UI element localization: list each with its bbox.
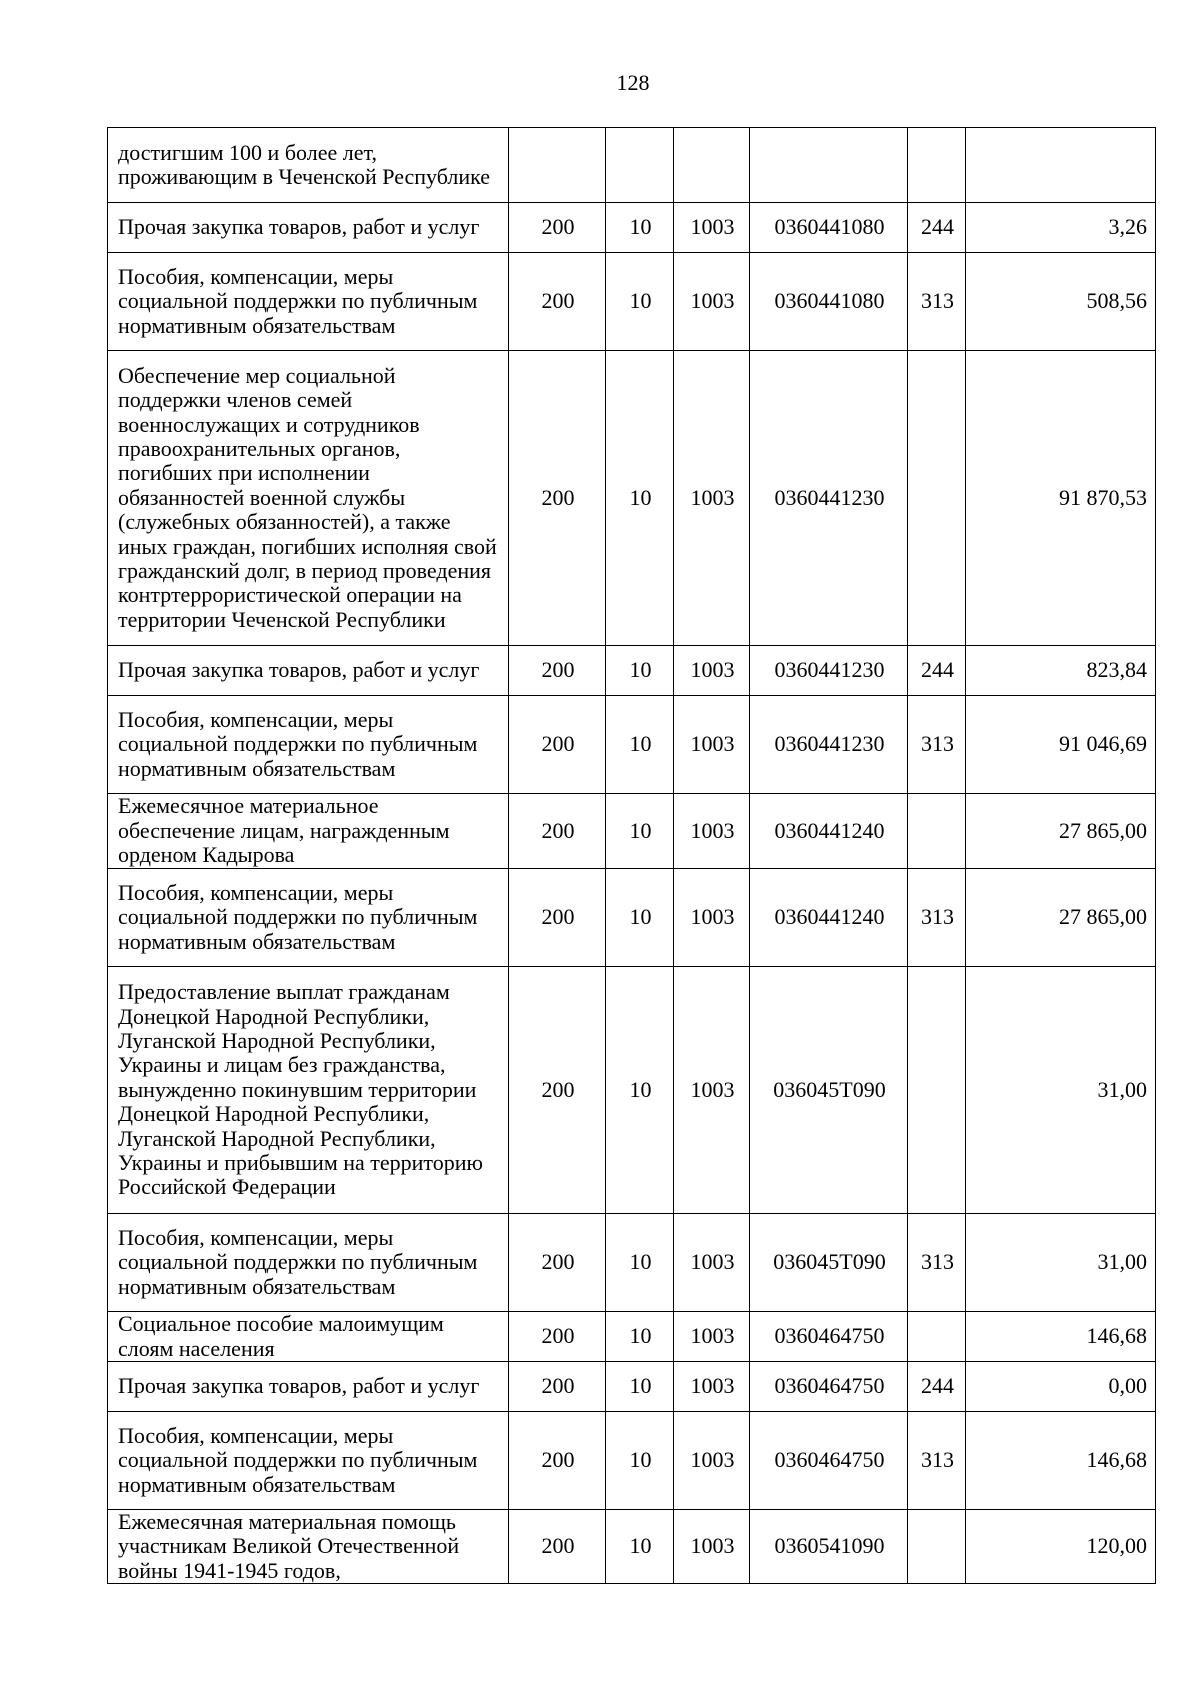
table-body — [108, 128, 1156, 1584]
expense-type-code — [908, 794, 966, 869]
amount: 27 865,00 — [966, 869, 1156, 967]
table-row — [108, 1214, 1156, 1312]
section-code: 10 — [606, 1510, 674, 1584]
expense-type-code — [908, 128, 966, 203]
budget-table — [107, 127, 1156, 1584]
section-code: 10 — [606, 1412, 674, 1510]
row-name: Прочая закупка товаров, работ и услуг — [108, 203, 509, 253]
expense-type-code — [908, 1510, 966, 1584]
admin-code: 200 — [509, 1214, 606, 1312]
row-name: Прочая закупка товаров, работ и услуг — [108, 646, 509, 696]
target-code: 0360441230 — [750, 351, 908, 646]
admin-code: 200 — [509, 1412, 606, 1510]
subsection-code: 1003 — [674, 1362, 750, 1412]
table-row — [108, 869, 1156, 967]
target-code: 0360464750 — [750, 1362, 908, 1412]
target-code — [750, 128, 908, 203]
admin-code — [509, 128, 606, 203]
target-code: 0360464750 — [750, 1412, 908, 1510]
target-code: 0360441230 — [750, 696, 908, 794]
amount: 0,00 — [966, 1362, 1156, 1412]
section-code — [606, 128, 674, 203]
table-row — [108, 1362, 1156, 1412]
subsection-code: 1003 — [674, 351, 750, 646]
admin-code: 200 — [509, 967, 606, 1214]
section-code: 10 — [606, 967, 674, 1214]
admin-code: 200 — [509, 1312, 606, 1362]
expense-type-code: 313 — [908, 1214, 966, 1312]
expense-type-code: 244 — [908, 1362, 966, 1412]
expense-type-code — [908, 967, 966, 1214]
target-code: 036045Т090 — [750, 1214, 908, 1312]
amount: 91 046,69 — [966, 696, 1156, 794]
amount: 31,00 — [966, 967, 1156, 1214]
admin-code: 200 — [509, 1510, 606, 1584]
expense-type-code: 313 — [908, 869, 966, 967]
row-name: Прочая закупка товаров, работ и услуг — [108, 1362, 509, 1412]
subsection-code: 1003 — [674, 646, 750, 696]
table-row — [108, 696, 1156, 794]
admin-code: 200 — [509, 203, 606, 253]
subsection-code: 1003 — [674, 869, 750, 967]
subsection-code — [674, 128, 750, 203]
amount — [966, 128, 1156, 203]
row-name: Пособия, компенсации, меры социальной поддержки по публичным нормативным обязательствам — [108, 869, 509, 967]
section-code: 10 — [606, 1312, 674, 1362]
subsection-code: 1003 — [674, 1214, 750, 1312]
section-code: 10 — [606, 869, 674, 967]
row-name: Ежемесячная материальная помощь участникам Великой Отечественной войны 1941-1945 годов, — [108, 1510, 509, 1584]
table-row — [108, 967, 1156, 1214]
subsection-code: 1003 — [674, 253, 750, 351]
amount: 823,84 — [966, 646, 1156, 696]
section-code: 10 — [606, 351, 674, 646]
table-row — [108, 1412, 1156, 1510]
table-row — [108, 253, 1156, 351]
subsection-code: 1003 — [674, 1510, 750, 1584]
amount: 146,68 — [966, 1312, 1156, 1362]
page-number: 128 — [616, 70, 650, 95]
subsection-code: 1003 — [674, 1312, 750, 1362]
section-code: 10 — [606, 646, 674, 696]
admin-code: 200 — [509, 696, 606, 794]
row-name: Ежемесячное материальное обеспечение лицам, награжденным орденом Кадырова — [108, 794, 509, 869]
admin-code: 200 — [509, 646, 606, 696]
expense-type-code — [908, 351, 966, 646]
amount: 120,00 — [966, 1510, 1156, 1584]
admin-code: 200 — [509, 1362, 606, 1412]
amount: 146,68 — [966, 1412, 1156, 1510]
table-row — [108, 1312, 1156, 1362]
row-name: Пособия, компенсации, меры социальной поддержки по публичным нормативным обязательствам — [108, 1412, 509, 1510]
admin-code: 200 — [509, 869, 606, 967]
row-name: Социальное пособие малоимущим слоям населения — [108, 1312, 509, 1362]
subsection-code: 1003 — [674, 1412, 750, 1510]
target-code: 0360441240 — [750, 794, 908, 869]
section-code: 10 — [606, 203, 674, 253]
amount: 27 865,00 — [966, 794, 1156, 869]
expense-type-code: 313 — [908, 1412, 966, 1510]
section-code: 10 — [606, 1362, 674, 1412]
row-name: Пособия, компенсации, меры социальной поддержки по публичным нормативным обязательствам — [108, 253, 509, 351]
row-name: достигшим 100 и более лет, проживающим в Чеченской Республике — [108, 128, 509, 203]
section-code: 10 — [606, 696, 674, 794]
expense-type-code — [908, 1312, 966, 1362]
amount: 508,56 — [966, 253, 1156, 351]
admin-code: 200 — [509, 351, 606, 646]
target-code: 036045Т090 — [750, 967, 908, 1214]
target-code: 0360441230 — [750, 646, 908, 696]
expense-type-code: 244 — [908, 646, 966, 696]
target-code: 0360441240 — [750, 869, 908, 967]
amount: 3,26 — [966, 203, 1156, 253]
table-row — [108, 1510, 1156, 1584]
row-name: Пособия, компенсации, меры социальной поддержки по публичным нормативным обязательствам — [108, 1214, 509, 1312]
table-row — [108, 203, 1156, 253]
row-name: Предоставление выплат гражданам Донецкой Народной Республики, Луганской Народной Республики, Украины и лицам без гражданства, вынужденно покинувшим территории Донецкой Народной Республики, Луганской Народной Республики, Украины и прибывшим на территорию Российской Федерации — [108, 967, 509, 1214]
table-row — [108, 794, 1156, 869]
target-code: 0360541090 — [750, 1510, 908, 1584]
admin-code: 200 — [509, 253, 606, 351]
amount: 91 870,53 — [966, 351, 1156, 646]
section-code: 10 — [606, 1214, 674, 1312]
table-row — [108, 128, 1156, 203]
table-row — [108, 351, 1156, 646]
subsection-code: 1003 — [674, 967, 750, 1214]
expense-type-code: 313 — [908, 696, 966, 794]
expense-type-code: 313 — [908, 253, 966, 351]
subsection-code: 1003 — [674, 203, 750, 253]
subsection-code: 1003 — [674, 696, 750, 794]
section-code: 10 — [606, 794, 674, 869]
table-row — [108, 646, 1156, 696]
row-name: Обеспечение мер социальной поддержки членов семей военнослужащих и сотрудников правоохранительных органов, погибших при исполнении обязанностей военной службы (служебных обязанностей), а также иных граждан, погибших исполняя свой гражданский долг, в период проведения контртеррористической операции на территории Чеченской Республики — [108, 351, 509, 646]
target-code: 0360441080 — [750, 253, 908, 351]
subsection-code: 1003 — [674, 794, 750, 869]
section-code: 10 — [606, 253, 674, 351]
target-code: 0360441080 — [750, 203, 908, 253]
amount: 31,00 — [966, 1214, 1156, 1312]
target-code: 0360464750 — [750, 1312, 908, 1362]
admin-code: 200 — [509, 794, 606, 869]
row-name: Пособия, компенсации, меры социальной поддержки по публичным нормативным обязательствам — [108, 696, 509, 794]
expense-type-code: 244 — [908, 203, 966, 253]
